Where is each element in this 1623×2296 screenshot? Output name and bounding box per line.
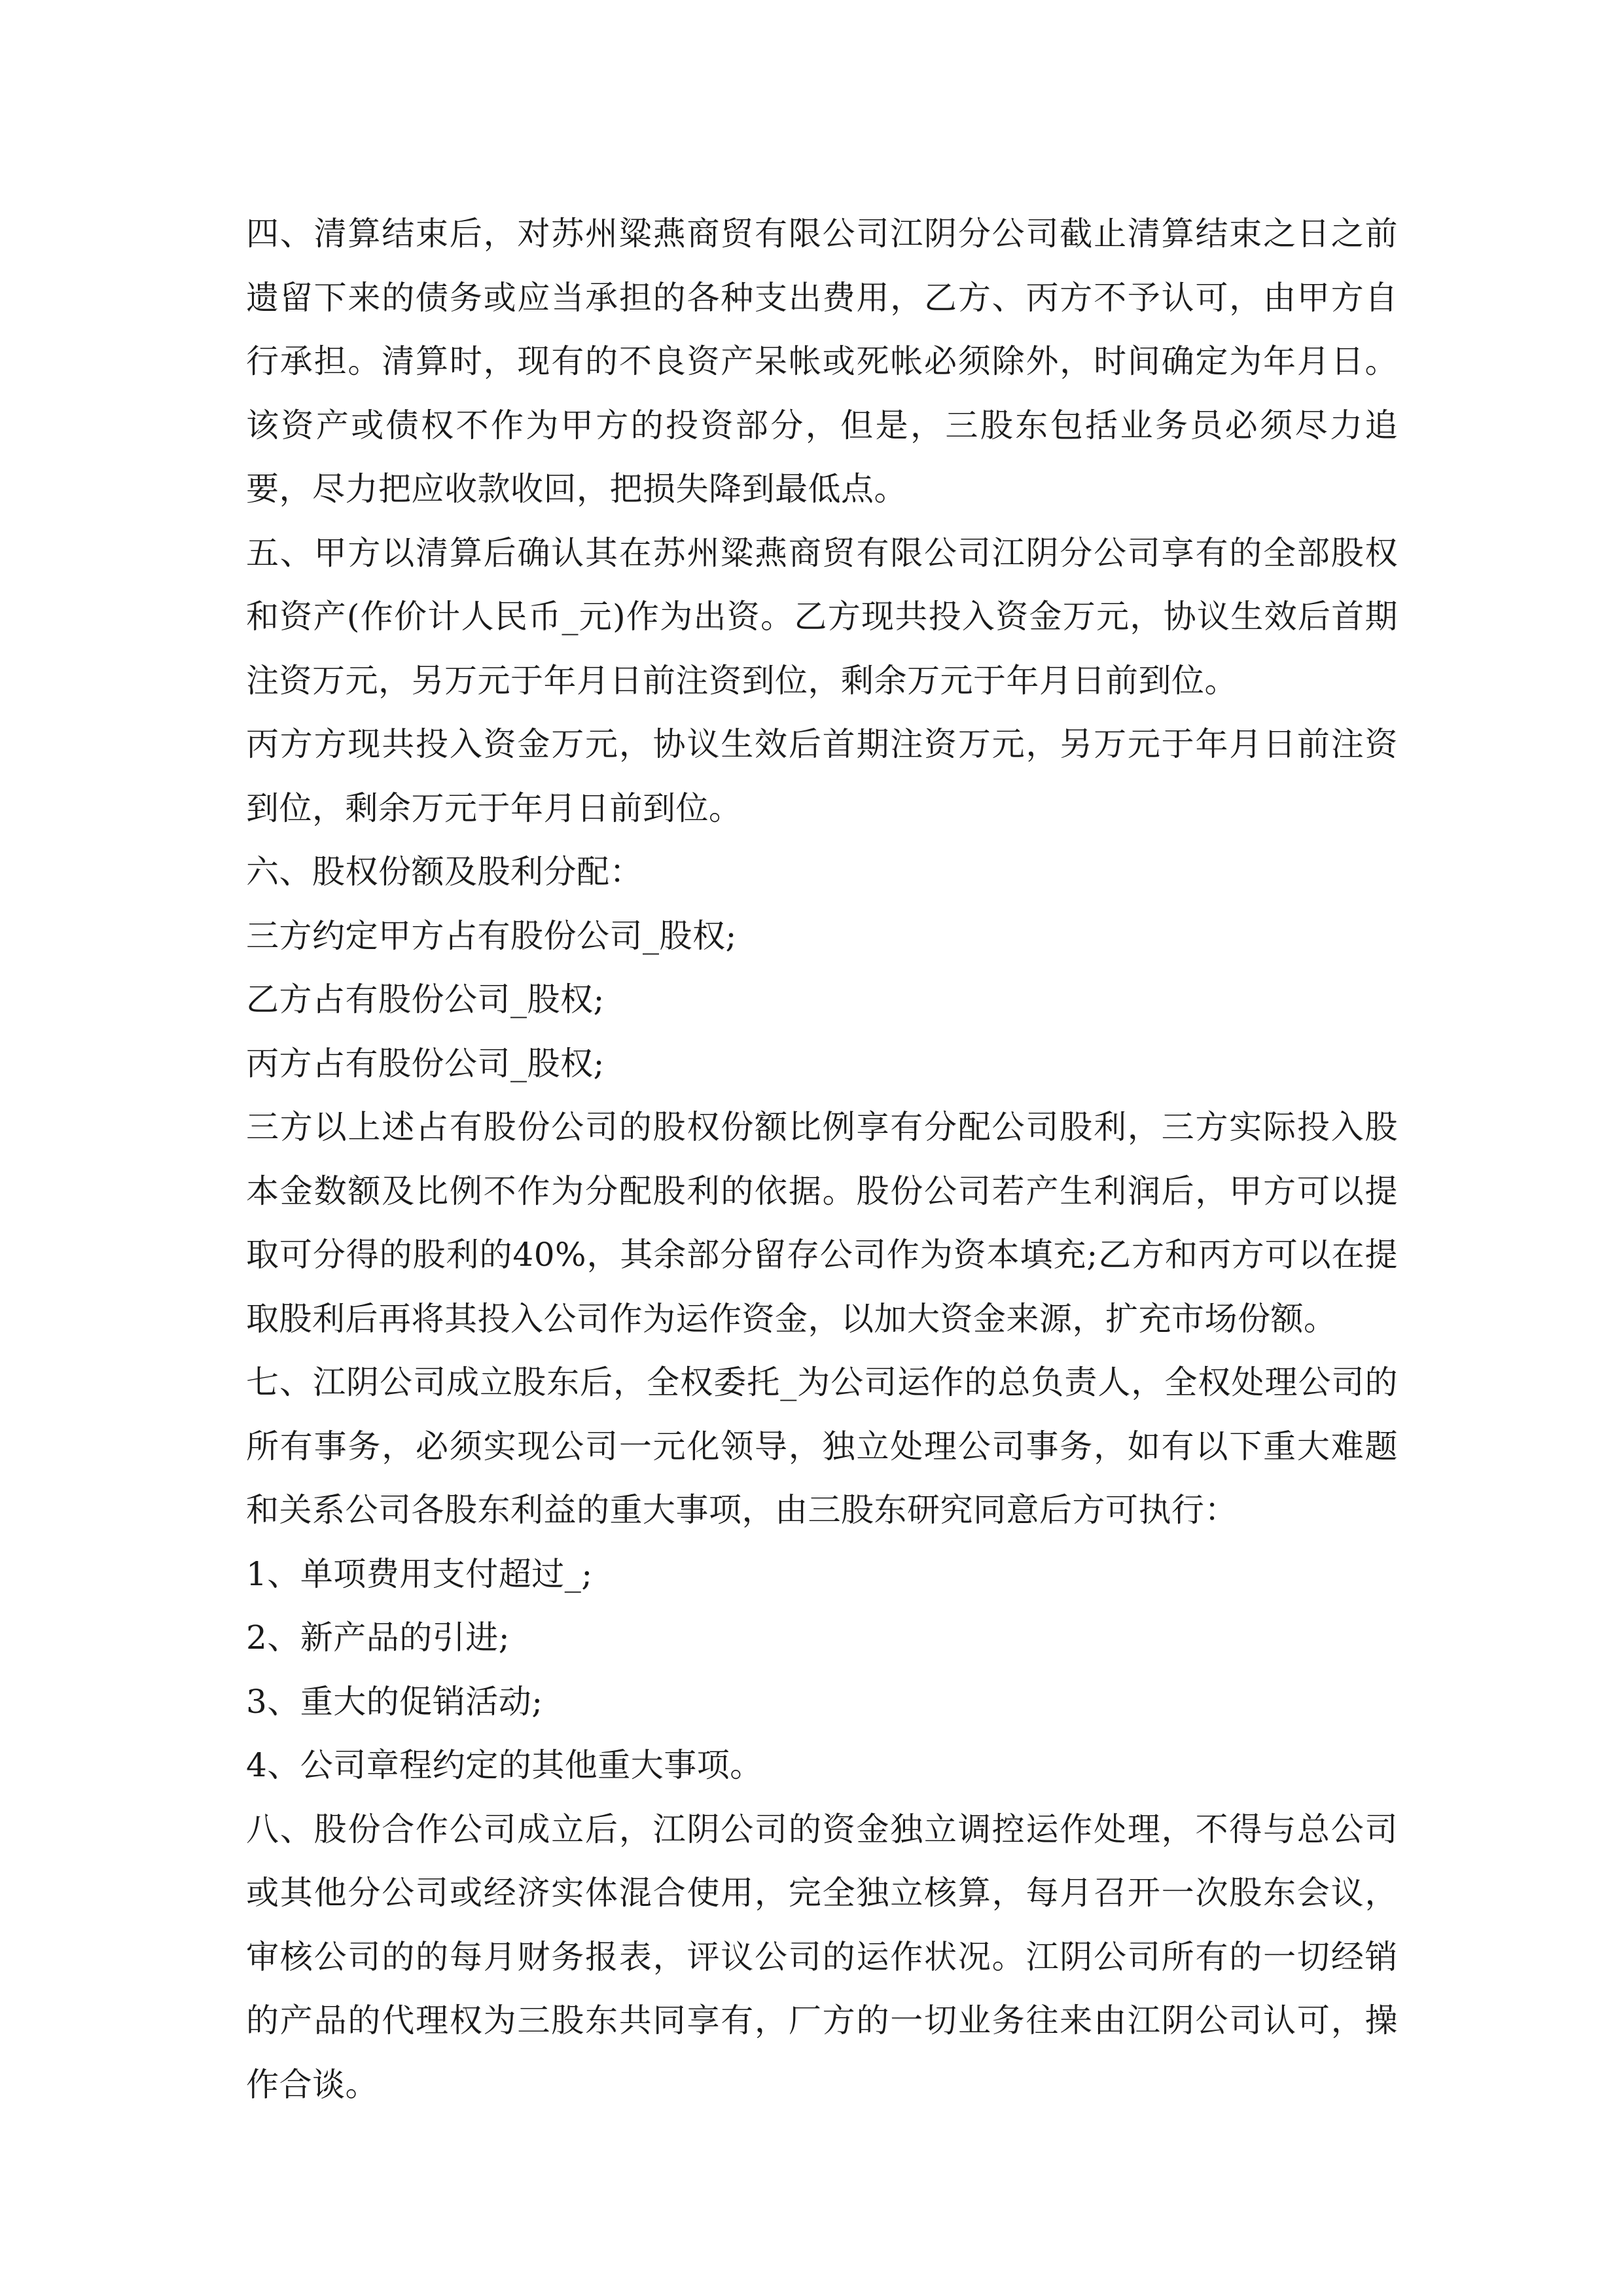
paragraph-clause-6-heading: 六、股权份额及股利分配：: [246, 853, 643, 891]
list-item-3: 3、重大的促销活动;: [246, 1682, 543, 1721]
paragraph-clause-7: 七、江阴公司成立股东后，全权委托_为公司运作的总负责人，全权处理公司的所有事务，必须实现公司一元化领导，独立处理公司事务，如有以下重大难题和关系公司各股东利益的重大事项，由三股东研究同意后方可执行：: [246, 1363, 1398, 1529]
paragraph-clause-5: 五、甲方以清算后确认其在苏州粱燕商贸有限公司江阴分公司享有的全部股权和资产(作价计人民币_元)作为出资。乙方现共投入资金万元，协议生效后首期注资万元，另万元于年月日前注资到位，剩余万元于年月日前到位。: [246, 533, 1398, 700]
paragraph-clause-8: 八、股份合作公司成立后，江阴公司的资金独立调控运作处理，不得与总公司或其他分公司或经济实体混合使用，完全独立核算，每月召开一次股东会议，审核公司的的每月财务报表，评议公司的运作状况。江阴公司所有的一切经销的产品的代理权为三股东共同享有，厂方的一切业务往来由江阴公司认可，操作合谈。: [246, 1810, 1398, 2104]
list-item-1: 1、单项费用支付超过_;: [246, 1554, 593, 1593]
paragraph-party-c-investment: 丙方方现共投入资金万元，协议生效后首期注资万元，另万元于年月日前注资到位，剩余万元于年月日前到位。: [246, 725, 1398, 827]
list-item-4: 4、公司章程约定的其他重大事项。: [246, 1746, 763, 1784]
document-body: [246, 202, 1398, 2117]
paragraph-dividend-distribution: 三方以上述占有股份公司的股权份额比例享有分配公司股利，三方实际投入股本金数额及比例不作为分配股利的依据。股份公司若产生利润后，甲方可以提取可分得的股利的40%，其余部分留存公司作为资本填充;乙方和丙方可以在提取股利后再将其投入公司作为运作资金，以加大资金来源，扩充市场份额。: [246, 1108, 1398, 1338]
paragraph-party-a-share: 三方约定甲方占有股份公司_股权;: [246, 916, 737, 955]
list-item-2: 2、新产品的引进;: [246, 1619, 510, 1657]
paragraph-party-b-share: 乙方占有股份公司_股权;: [246, 980, 605, 1018]
paragraph-party-c-share: 丙方占有股份公司_股权;: [246, 1044, 605, 1083]
paragraph-clause-4: 四、清算结束后，对苏州粱燕商贸有限公司江阴分公司截止清算结束之日之前遗留下来的债务或应当承担的各种支出费用，乙方、丙方不予认可，由甲方自行承担。清算时，现有的不良资产呆帐或死帐必须除外，时间确定为年月日。该资产或债权不作为甲方的投资部分，但是，三股东包括业务员必须尽力追要，尽力把应收款收回，把损失降到最低点。: [246, 215, 1398, 508]
